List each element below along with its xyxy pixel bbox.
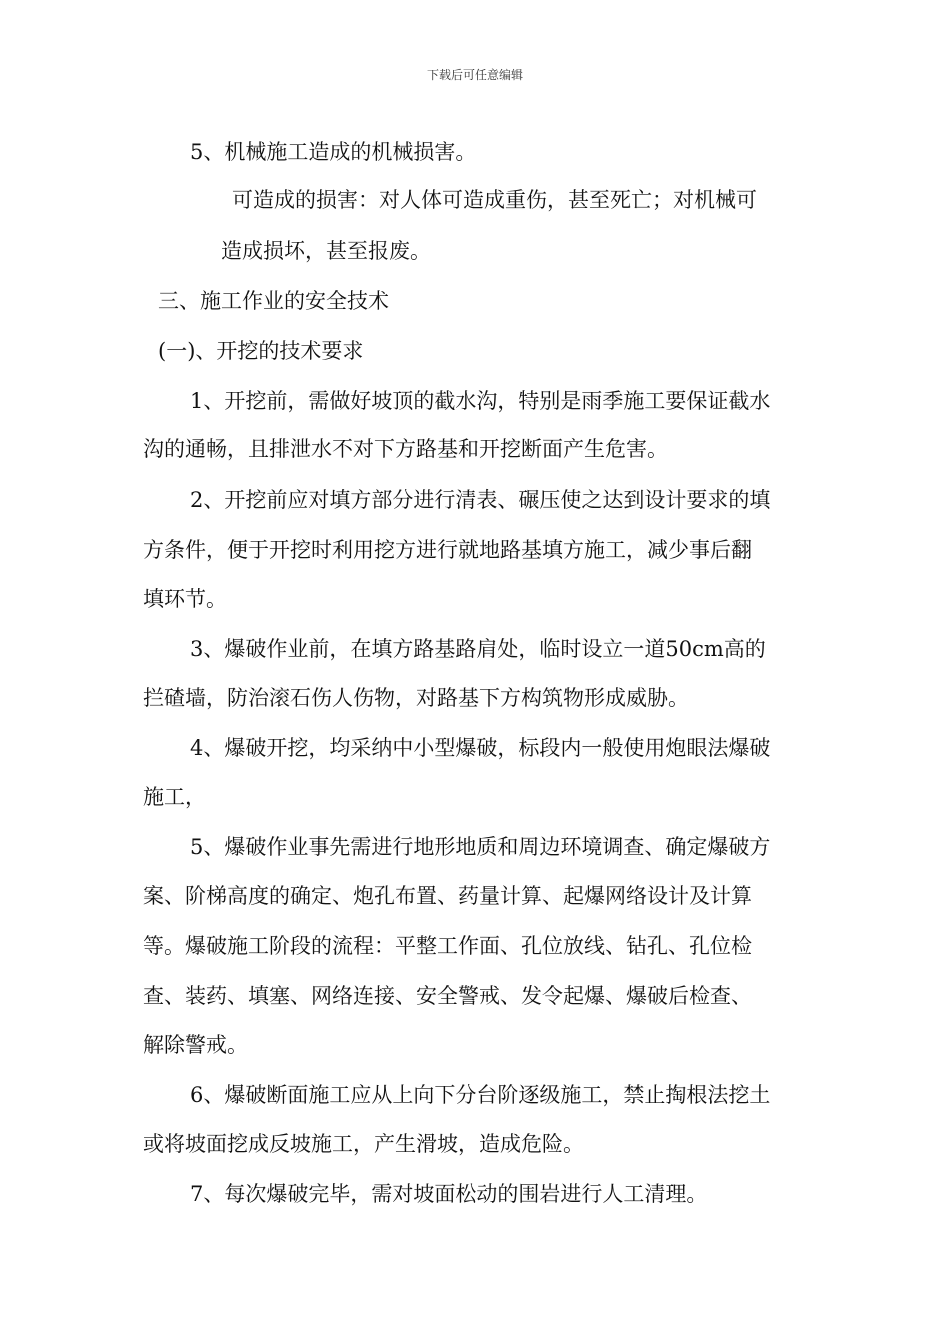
text-line: 5、机械施工造成的机械损害。 bbox=[190, 140, 477, 164]
text-line: 解除警戒。 bbox=[143, 1033, 248, 1057]
text-line: 7、每次爆破完毕，需对坡面松动的围岩进行人工清理。 bbox=[190, 1182, 708, 1206]
text-line: 填环节。 bbox=[143, 587, 227, 611]
page-header: 下载后可任意编辑 bbox=[426, 68, 523, 82]
text-line: 2、开挖前应对填方部分进行清表、碾压使之达到设计要求的填 bbox=[190, 488, 771, 512]
text-line: 3、爆破作业前，在填方路基路肩处，临时设立一道50cm高的 bbox=[190, 637, 766, 661]
text-line: 造成损坏，甚至报废。 bbox=[221, 239, 431, 263]
text-line: 案、阶梯高度的确定、炮孔布置、药量计算、起爆网络设计及计算 bbox=[143, 884, 752, 908]
text-line: 查、装药、填塞、网络连接、安全警戒、发令起爆、爆破后检查、 bbox=[143, 984, 752, 1008]
text-line: 沟的通畅，且排泄水不对下方路基和开挖断面产生危害。 bbox=[143, 437, 668, 461]
text-line: 或将坡面挖成反坡施工，产生滑坡，造成危险。 bbox=[143, 1132, 584, 1156]
text-line: 4、爆破开挖，均采纳中小型爆破，标段内一般使用炮眼法爆破 bbox=[190, 736, 771, 760]
text-line: 1、开挖前，需做好坡顶的截水沟，特别是雨季施工要保证截水 bbox=[190, 389, 771, 413]
text-line: 可造成的损害：对人体可造成重伤，甚至死亡；对机械可 bbox=[232, 188, 757, 212]
subsection-heading: (一)、开挖的技术要求 bbox=[158, 339, 364, 363]
text-line: 拦碴墙，防治滚石伤人伤物，对路基下方构筑物形成威胁。 bbox=[143, 686, 689, 710]
text-line: 方条件，便于开挖时利用挖方进行就地路基填方施工，减少事后翻 bbox=[143, 538, 752, 562]
text-line: 施工， bbox=[143, 785, 206, 809]
text-line: 5、爆破作业事先需进行地形地质和周边环境调查、确定爆破方 bbox=[190, 835, 771, 859]
section-heading: 三、施工作业的安全技术 bbox=[158, 289, 389, 313]
text-line: 6、爆破断面施工应从上向下分台阶逐级施工，禁止掏根法挖土 bbox=[190, 1083, 771, 1107]
text-line: 等。爆破施工阶段的流程：平整工作面、孔位放线、钻孔、孔位检 bbox=[143, 934, 752, 958]
